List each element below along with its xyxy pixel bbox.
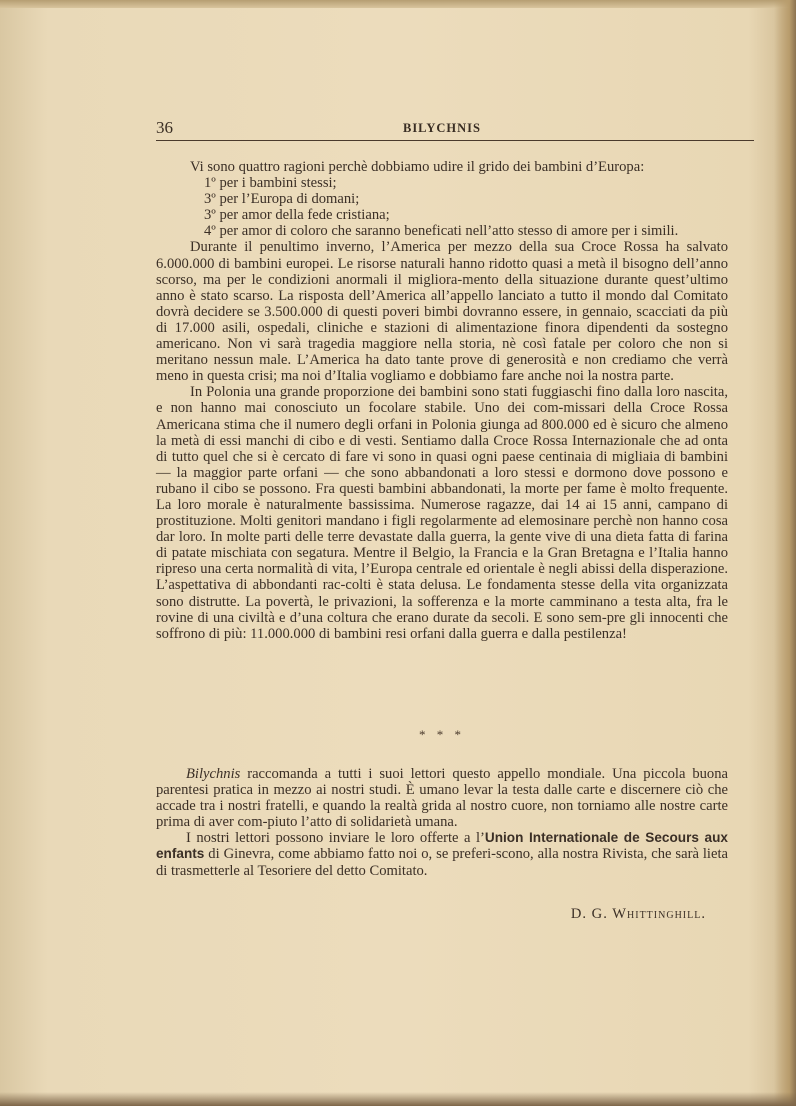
body-paragraph: In Polonia una grande proporzione dei bambini sono stati fuggiaschi fino dalla loro nascita, e non hanno mai conosciuto un focolare stabile. Uno dei com-missari della Croce Rossa Americana stima che il numero degli orfani in Polonia giunga ad 800.000 ed è sicuro che almeno la metà di essi manchi di cibo e di vesti. Sentiamo dalla Croce Rossa Internazionale che ad onta di tutto quel che si è cercato di fare vi sono in quasi ogni paese centinaia di migliaia di bambini — la maggior parte orfani — che sono abbandonati a loro stessi e dormono dove possono e rubano il cibo se possono. Fra questi bambini abbandonati, la morte per fame è molto frequente. La loro morale è naturalmente bassissima. Numerose ragazze, dai 14 ai 15 anni, campano di prostituzione. Molti genitori mandano i figli regolarmente ad elemosinare perchè non hanno cosa dar loro. In molte parti delle terre devastate dalla guerra, la gente vive di una dieta fatta di farina di patate mischiata con segatura. Mentre il Belgio, la Francia e la Gran Bretagna e l’Italia hanno ripreso una certa normalità di vita, l’Europa centrale ed orientale è negli abissi della disperazione. L’aspettativa di abbondanti rac-colti è stata delusa. Le fondamenta stesse della vita organizzata sono distrutte. La povertà, le privazioni, la sofferenza e la morte camminano a testa alta, fra le rovine di una civiltà e d’una coltura che erano durate da secoli. E sono sem-pre gli innocenti che soffrono di più: 11.000.000 di bambini resi orfani dalla guerra e dalla pestilenza! bbox=[156, 384, 728, 642]
closing-note bbox=[156, 766, 728, 879]
header-rule bbox=[156, 140, 754, 141]
reasons-list bbox=[156, 175, 728, 239]
reason-item: 4º per amor di coloro che saranno beneficati nell’atto stesso di amore per i simili. bbox=[204, 223, 679, 240]
intro-paragraph: Vi sono quattro ragioni perchè dobbiamo udire il grido dei bambini d’Europa: bbox=[190, 159, 645, 175]
page-binding-shadow bbox=[774, 0, 796, 1106]
section-separator: * * * bbox=[419, 727, 465, 742]
donation-text: I nostri lettori possono inviare le loro offerte a l’ bbox=[186, 830, 485, 847]
article-body bbox=[156, 159, 728, 642]
reason-item: 1º per i bambini stessi; bbox=[204, 175, 337, 192]
author-signature: D. G. Whittinghill. bbox=[570, 906, 706, 922]
organization-name: Union Internationale de Secours aux enfants bbox=[156, 830, 728, 862]
running-title: BILYCHNIS bbox=[402, 121, 481, 135]
closing-paragraph bbox=[156, 766, 728, 830]
reason-item: 3º per amor della fede cristiana; bbox=[204, 207, 390, 224]
body-paragraph: Durante il penultimo inverno, l’America per mezzo della sua Croce Rossa ha salvato 6.000.000 di bambini europei. Le risorse naturali hanno ridotto quasi a metà il bisogno dell’anno scorso, ma per le condizioni anormali il migliora-mento della situazione durante quest’ultimo anno è stato scarso. La risposta dell’America all’appello lanciato a tutto il mondo dal Comitato dovrà decidere se 3.500.000 di questi poveri bimbi dovranno essere, in gennaio, scacciati da più di 17.000 asili, ospedali, cliniche e stazioni di alimentazione finora dipendenti da sostegno americano. Non vi sarà tragedia maggiore nella storia, nè così fatale per coloro che non si meritano nessun male. L’America ha dato tante prove di generosità e non crediamo che verrà meno in questa crisi; ma noi d’Italia vogliamo e dobbiamo fare anche noi la nostra parte. bbox=[156, 239, 728, 385]
page-top-edge bbox=[0, 0, 796, 8]
page-header bbox=[156, 118, 728, 142]
donation-paragraph bbox=[156, 830, 728, 878]
closing-text: raccomanda a tutti i suoi lettori questo appello mondiale. Una piccola buona parentesi pratica in mezzo ai nostri studi. È umano levar la testa dalle carte e discernere ciò che accade tra i nostri fratelli, e quando la realtà grida al nostro cuore, non torniamo alle nostre carte prima di aver com-piuto l’atto di solidarietà umana. bbox=[156, 766, 728, 831]
journal-name: Bilychnis bbox=[186, 766, 241, 782]
reason-item: 3º per l’Europa di domani; bbox=[204, 191, 360, 208]
page-number: 36 bbox=[156, 118, 173, 137]
page-bottom-edge bbox=[0, 1092, 796, 1106]
donation-text-rest: di Ginevra, come abbiamo fatto noi o, se preferi-scono, alla nostra Rivista, che sarà lieta di trasmetterle al Tesoriere del detto Comitato. bbox=[156, 846, 728, 879]
